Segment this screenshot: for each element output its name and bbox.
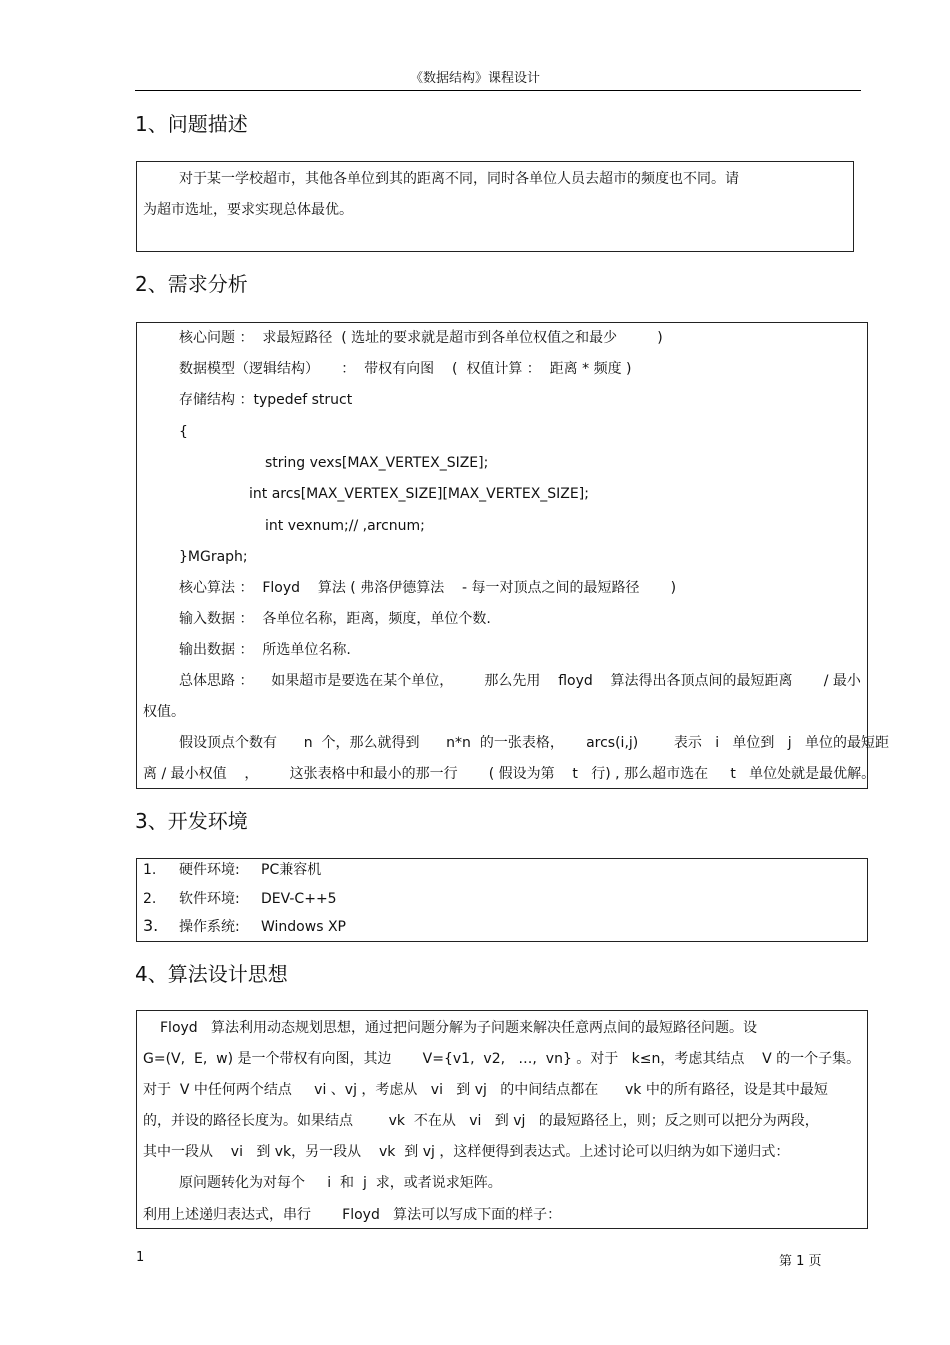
- text-line: 输入数据 ： 各单位名称，距离，频度，单位个数.: [179, 611, 491, 627]
- section-heading-requirements: 2、需求分析: [135, 272, 248, 296]
- env-item-value: Windows XP: [261, 919, 346, 935]
- env-item-number: 2.: [143, 891, 157, 907]
- text-line: 为超市选址，要求实现总体最优。: [143, 202, 353, 218]
- text-line: 核心问题 ： 求最短路径 ( 选址的要求就是超市到各单位权值之和最少 ): [179, 330, 663, 346]
- page-header-title: 《数据结构》课程设计: [409, 71, 540, 86]
- env-item-label: 软件环境:: [179, 891, 240, 907]
- env-item-number: 3.: [143, 916, 159, 935]
- env-item-value: DEV-C++5: [261, 891, 337, 907]
- text-line: 存储结构 ：typedef struct: [179, 392, 353, 408]
- env-item-value: PC兼容机: [261, 862, 322, 878]
- text-line: 输出数据 ： 所选单位名称.: [179, 642, 351, 658]
- section-heading-problem: 1、问题描述: [135, 112, 248, 136]
- problem-description-box: [136, 161, 854, 252]
- text-line: 数据模型（逻辑结构） ： 带权有向图 ( 权值计算 ： 距离 * 频度 ): [179, 361, 632, 377]
- section-heading-environment: 3、开发环境: [135, 809, 248, 833]
- env-item-label: 硬件环境:: [179, 862, 240, 878]
- code-line: int arcs[MAX_VERTEX_SIZE][MAX_VERTEX_SIZE];: [249, 486, 589, 502]
- requirements-box: [136, 322, 890, 789]
- footer-page-label: 第 1 页: [779, 1254, 822, 1269]
- text-line: 离 / 最小权值 ， 这张表格中和最小的那一行 ( 假设为第 t 行) , 那么超市选在 t 单位处就是最优解。: [143, 766, 876, 782]
- text-line: 其中一段从 vi 到 vk，另一段从 vk 到 vj ，这样便得到表达式。上述讨论可以归纳为如下递归式：: [143, 1144, 790, 1160]
- code-line: string vexs[MAX_VERTEX_SIZE];: [265, 455, 489, 471]
- text-line: {: [179, 424, 188, 440]
- footer-page-number: 1: [136, 1250, 145, 1265]
- section-heading-algorithm: 4、算法设计思想: [135, 962, 288, 986]
- text-line: 原问题转化为对每个 i 和 j 求，或者说求矩阵。: [179, 1175, 502, 1191]
- environment-box: [136, 858, 868, 942]
- env-item-number: 1.: [143, 862, 157, 878]
- text-line: G=(V, E, w) 是一个带权有向图，其边 V={v1, v2, …, vn} 。对于 k≤n，考虑其结点 V 的一个子集。: [143, 1051, 861, 1067]
- text-line: 对于某一学校超市，其他各单位到其的距离不同，同时各单位人员去超市的频度也不同。请: [179, 171, 739, 187]
- text-line: 核心算法 ： Floyd 算法 ( 弗洛伊德算法 - 每一对顶点之间的最短路径 ): [179, 580, 677, 596]
- text-line: 总体思路 ： 如果超市是要选在某个单位， 那么先用 floyd 算法得出各顶点间的最短距离 / 最小: [179, 673, 861, 689]
- text-line: 对于 V 中任何两个结点 vi 、vj ，考虑从 vi 到 vj 的中间结点都在 vk 中的所有路径，设是其中最短: [143, 1082, 828, 1098]
- text-line: 假设顶点个数有 n 个，那么就得到 n*n 的一张表格， arcs(i,j) 表示 i 单位到 j 单位的最短距: [179, 735, 890, 751]
- env-item-label: 操作系统:: [179, 919, 240, 935]
- code-line: int vexnum;// ,arcnum;: [265, 518, 425, 534]
- header-divider: [135, 90, 861, 91]
- text-line: }MGraph;: [179, 549, 248, 565]
- algorithm-box: [136, 1010, 868, 1229]
- text-line: 权值。: [143, 704, 185, 720]
- text-line: Floyd 算法利用动态规划思想，通过把问题分解为子问题来解决任意两点间的最短路径问题。设: [160, 1020, 758, 1036]
- text-line: 的，并设的路径长度为。如果结点 vk 不在从 vi 到 vj 的最短路径上，则；反之则可以把分为两段，: [143, 1113, 819, 1129]
- text-line: 利用上述递归表达式，串行 Floyd 算法可以写成下面的样子：: [143, 1207, 562, 1223]
